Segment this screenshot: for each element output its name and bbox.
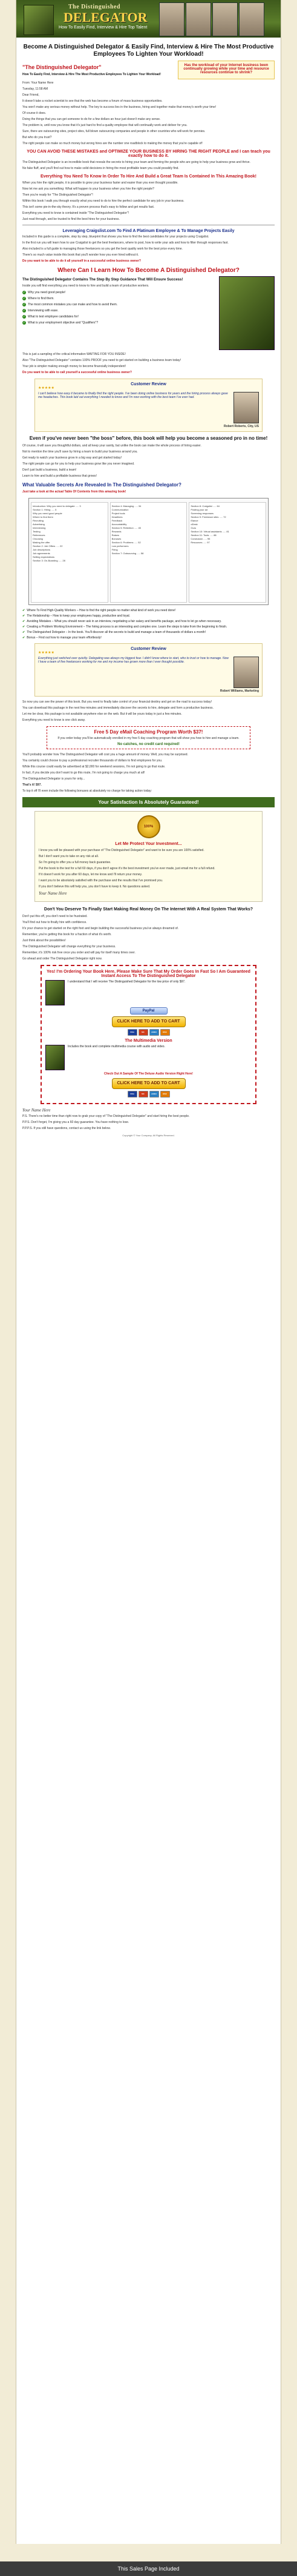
order-title: Yes! I'm Ordering Your Book Here, Please Make Sure That My Order Goes In Fast So I Am Guaranteed Instant Access To The Distinguished Delegator [47,970,250,978]
toc-row: Resources ..... 97 [191,541,210,544]
brand-logo-text: DELEGATOR [64,10,148,25]
feature-item: ✔ Where To Find High-Quality Workers – How to find the right people no matter what kind of work you need done! [22,609,176,612]
guarantee-panel [34,811,263,902]
add-to-cart-button[interactable]: CLICK HERE TO ADD TO CART [112,1016,186,1027]
toc-row: Section 9: Freelance sites ..... 72 [191,515,226,518]
check-icon: ✔ [22,631,25,634]
where-p3: Your job is simpler making enough money to become financially independent! [22,365,126,368]
check-icon: ✔ [22,609,25,612]
where-p1: This is just a sampling of the critical information WAITING FOR YOU INSIDE! [22,353,126,356]
intro-p4: Doing the things that you can get someone to do for a few dollars an hour just doesn't make any sense. [22,118,161,121]
toc-row: Section 1: Hiring ..... 5 [33,508,57,511]
bullet-item: ✓ What is your employment objective and "Qualifiers"? [22,321,99,325]
review-quote: I can't believe how easy it became to finally find the right people. I've been doing online business for years and the hiring process always gave me headaches. This book laid out everything I needed to know and I'm now working with the best team I've ever had. [38,392,228,399]
closing-p2: You certainly could choose to pay a professional recruiter thousands of dollars to find employees for you. [22,759,163,763]
pitch-p4: Everything you need to know is one click away. [22,718,86,722]
intro-p22: Do you want to be able to do it all yourself in a successful online business owner? [22,259,141,263]
intro-p3: Of course it does. [22,111,47,115]
page-content [16,38,281,1144]
toc-row: Guru [191,526,197,529]
toc-row: Where to find them [33,515,53,518]
toc-col-3 [189,502,266,603]
amex-icon: AMEX [149,1091,159,1098]
toc-row: oDesk [191,523,198,526]
toc-row: Testing [33,530,41,533]
toc-row: Feedback [111,519,123,522]
toc-row: Bonuses [111,537,122,540]
bonus-no-catch: No catches, no credit card required! [117,743,180,746]
toc-row: Project tools [111,512,125,515]
toc-row: Interviewing [33,526,46,529]
toc-row: Section 3: On-Boarding ..... 28 [33,559,65,562]
intro-p6: Sure, there are outsourcing sites, project sites, full blown outsourcing companies and people in other countries who will work for pennies. [22,130,206,133]
toc-row: Job descriptions [33,548,50,551]
where-box-title: The Distinguished Delegator Contains The Step By Step Guidance That Will Ensure Success! [22,278,183,282]
everything-headline: Everything You Need To Know In Order To Hire And Build a Great Team Is Contained In This Amazing Book! [40,174,257,179]
intro-p16: Everything you need to know is contained inside "The Distinguished Delegator"! [22,211,129,215]
closing-p5: The Distinguished Delegator is yours for only... [22,777,85,781]
intro-p13: Then you're ready for "The Distinguished Delegator"! [22,193,93,197]
intro-p12: Now let me ask you something: What will happen to your business when you hire the right people? [22,187,154,191]
footer: Copyright © Your Company. All Rights Reserved. [122,1134,175,1137]
toc-row: Elance [191,519,198,522]
boss-p2: Not to mention the time you'll save by hiring a team to build your business around you. [22,450,138,454]
toc-row: Why you need good people [33,512,62,515]
bonus-text: If you order today you'll be automatically enrolled in my free 5 day coaching program that will show you how to hire and manage a team. [57,737,240,740]
toc-row: Rewards [111,530,122,533]
card-icons [45,1029,252,1036]
mastercard-icon: MC [139,1091,148,1098]
check-icon: ✔ [22,636,25,640]
secrets-headline: What Valuable Secrets Are Revealed In The Distinguished Delegator? [22,482,181,488]
toc-row: Section 10: Virtual assistants ..... 81 [191,530,229,533]
boss-headline: Even if you've never been "the boss" before, this book will help you become a seasoned pro in no time! [29,435,268,441]
star-rating-icon: ★★★★★ [38,651,54,655]
bullet-item: ✓ Interviewing with ease. [22,309,59,313]
intro-p8: The right people can make so much money but wrong hires are the number one roadblock to making the money that you're capable of! [22,142,203,145]
final-p3: It's your chance to get started on the right foot and begin building the successful business you've always dreamed of. [22,927,179,930]
toc-row: Introduction: Why you need to delegate ..... 3 [33,505,81,508]
order-row [45,980,252,1005]
feature-item: ✔ The Distinguished Delegator – In the book. You'll discover all the secrets to build and manage a team of thousands of dollars a month! [22,631,206,634]
guarantee-p7: If you don't believe this will help you, you don't have to keep it. No questions asked. [39,885,151,889]
bullet-item: ✓ The most common mistakes you can make and how to avoid them. [22,303,118,306]
caption-bar: This Sales Page Included [0,2561,297,2576]
multimedia-add-to-cart-button[interactable]: CLICK HERE TO ADD TO CART [112,1078,186,1089]
date-line: Tuesday, 11:58 AM [22,87,48,91]
toc-row: Posting your ad [191,508,208,511]
intro-p2: You won't make any serious money without help. The key to success lies in the business, hiring and together make that money's worth your time! [22,105,217,109]
toc-row: Setting expectations [33,555,55,558]
header-photo-2 [186,2,211,36]
guarantee-p2: But I don't want you to take on any risk at all. [39,855,99,858]
customer-review-1 [34,379,263,432]
pitch-p3: Let me be clear, this package is not available anywhere else on the web. But it will be yours today in just a few minutes. [22,712,182,716]
avoid-mistakes-headline: YOU CAN AVOID THESE MISTAKES and OPTIMIZE YOUR BUSINESS BY HIRING THE RIGHT PEOPLE and I can teach you exactly how to do it. [27,150,270,158]
toc-row: Accountability [111,523,127,526]
review-body [38,392,259,423]
final-p6: The Distinguished Delegator will change everything for your business. [22,945,116,949]
final-p2: You'll find out how to finally hire with confidence. [22,921,87,924]
final-p5: Just think about the possibilities! [22,939,66,942]
toc-row: Section 2: Job Offers ..... 22 [33,545,63,548]
toc-col-1 [31,502,108,603]
guarantee-seal-icon: 100% [137,815,160,838]
toc-row: References [33,534,45,537]
sales-page [16,0,281,2544]
multimedia-title: The Multimedia Version [125,1039,172,1043]
brand-subtitle: How To Easily Find, Interview & Hire Top Talent [59,25,148,30]
intro-p20: Also included is a full guide to managing those freelancers so you get the best quality work for the best price every time. [22,247,183,251]
toc-row: Section 11: Tools ..... 88 [191,534,217,537]
amex-icon: AMEX [149,1029,159,1036]
intro-p17: Just read through, and be trusted to find the best hires for your business. [22,217,120,221]
intro-p18: Included in this guide is a complete, step by step, blueprint that shows you how to find the best candidates for your projects using Craigslist. [22,235,209,239]
bullet-item: ✓ Why you need good people! [22,291,66,294]
intro-p1: It doesn't take a rocket scientist to see that the web has become a forum of mass business opportunities. [22,99,163,103]
where-box-sub: Inside you will find everything you need to know to hire and build a team of productive workers. [22,284,149,288]
ps-2: P.P.S. Don't forget, I'm giving you a 60 day guarantee. You have nothing to lose. [22,1121,129,1124]
paypal-badge: PayPal [130,1007,168,1015]
where-section [22,276,275,350]
order-text: I understand that I will receive The Distinguished Delegator for the low price of only $97. [68,980,186,984]
check-icon: ✓ [22,309,26,313]
from-line: From: Your Name Here [22,81,54,85]
bonus-box [47,726,250,749]
check-icon: ✔ [22,614,25,618]
where-p2: Also "The Distinguished Delegator" contains 100% PROOF you need to get started on building a business team today! [22,359,181,362]
toc-row: Section 6: Problems ..... 52 [111,541,141,544]
final-p8: Go ahead and order The Distinguished Delegator right now. [22,957,102,961]
where-p4: Do you want to be able to call yourself a successful online business owner? [22,371,132,374]
star-rating-icon: ★★★★★ [38,386,54,390]
boss-p6: Learn to hire and build a profitable business that grows! [22,474,97,478]
boss-p3: Get ready to watch your business grow in a big way and get started today! [22,456,122,460]
toc-row: Firing [111,548,118,551]
ps-1: P.S. There's no better time than right now to grab your copy of "The Distinguished Delegator" and start hiring the best people. [22,1114,190,1118]
closing-p4: In fact, if you decide you don't want to go this route, I'm not going to charge you much at all! [22,771,145,775]
guarantee-signature: Your Name Here [39,891,67,896]
reviewer-photo [233,657,259,688]
greeting: Dear Friend, [22,93,39,97]
closing-p1: You'll probably wonder how The Distinguished Delegator will cost you a huge amount of money. Well, you may be surprised. [22,753,188,757]
pitch-p1: So now you can see the power of this book. But you need to finally take control of your financial destiny and get on the road to success today! [22,700,212,704]
toc-row: Conclusion ..... 95 [191,537,211,540]
multimedia-product-image [45,1045,65,1070]
reviewer-photo [233,392,259,423]
toc-row: Low performers [111,545,129,548]
product-subtitle: How To Easily Find, Interview & Hire The Most Productive Employees To Lighten Your Workload! [22,73,162,76]
hero-callout [178,61,275,79]
final-p7: Remember, it's 100% risk free once you order and will pay for itself many times over. [22,951,135,955]
toc-row: Section 4: Managing ..... 34 [111,505,142,508]
intro-p14: Within this book I walk you through exactly what you need to do to hire the perfect candidate for any job in your business. [22,199,184,203]
bonus-title: Free 5 Day eMail Coaching Program Worth $37! [94,729,203,735]
callout-title: Has the workload of your Internet business been continually growing while your time and resource resources continue to shrink? [183,64,269,74]
ps-signature: Your Name Here [22,1108,51,1113]
final-p1: Don't put this off, you don't need to be frustrated. [22,915,88,918]
toc-row: Section 8: Craigslist ..... 64 [191,505,220,508]
check-icon: ✓ [22,321,26,325]
final-headline: Don't You Deserve To Finally Start Making Real Money On The Internet With A Real System That Works? [44,907,253,912]
boss-p1: Of course, it will save you thoughtful dollars, and all keep your sanity, but unlike the book can make the whole process of hiring easier. [22,444,201,448]
pitch-p2: You can download this package in the next few minutes and immediately discover the secrets to hire, delegate and form a productive business. [22,706,214,710]
multimedia-check-link[interactable]: Check Out A Sample Of The Deluxe Audio Version Right Here! [104,1072,193,1076]
intro-p7: But who do you trust? [22,136,52,139]
check-icon: ✓ [22,291,26,294]
craigslist-headline: Leveraging Craigslist.com To Find A Platinum Employee & To Manage Projects Easily [62,229,235,233]
reviewer-name: Robert Williams, Marketing [220,689,259,693]
guarantee-p3: So I'm going to offer you a full money back guarantee. [39,861,111,864]
table-of-contents [28,498,269,605]
intro-p19: In the first run you will learn how to use Craigslist to get the best freelancers, where to post, how to write your ads and how to filter through responses fast. [22,241,229,245]
toc-row: Raises [111,534,119,537]
header-photo-3 [212,2,238,36]
guarantee-title: Let Me Protect Your Investment... [115,842,182,846]
intro-p5: The problem is, until now you know that it's just hard to find a quality employee that will continually work and deliver for you. [22,124,188,127]
guarantee-p1: I know you will be pleased with your purchase of "The Distinguished Delegator" and want to be sure you are 100% satisfied. [39,849,204,852]
intro-p11: When you hire the right people, it is possible to grow your business faster and easier than you ever thought possible. [22,181,178,185]
check-icon: ✓ [22,297,26,300]
toc-row: Choosing [33,537,43,540]
ps-3: P.P.P.S. If you still have questions, contact us using the link below. [22,1127,111,1130]
product-box-image [24,5,54,35]
intro-p15: This isn't some pie-in-the-sky theory. It's a proven process that's easy to follow and get results fast. [22,205,155,209]
customer-review-2 [34,643,263,697]
visa-icon: VISA [128,1091,137,1098]
closing-p3: While this course could easily be advertised at $2,000 for weekend sessions, I'm not going to go that route. [22,765,166,769]
order-product-image [45,980,65,1005]
closing-p6: That's it! $97. [22,783,42,787]
discover-icon: DISC [160,1091,170,1098]
product-title: "The Distinguished Delegator" [22,64,102,70]
discover-icon: DISC [160,1029,170,1036]
check-icon: ✓ [22,303,26,306]
header-photo-4 [239,2,264,36]
secrets-sub: Just take a look at the actual Table Of Contents from this amazing book! [22,490,126,494]
hero-left [22,61,174,79]
toc-row: Screening responses [191,512,214,515]
review-title: Customer Review [131,647,166,651]
toc-grid [31,502,266,603]
toc-row: Recruiting [33,519,44,522]
toc-row: Job agreements [33,552,50,555]
where-headline: Where Can I Learn How To Become A Distinguished Delegator? [57,267,240,274]
feature-item: ✔ Bonus – Find out how to manage your team effortlessly! [22,636,102,640]
intro-p21: There's so much value inside this book that you'll wonder how you ever hired without it. [22,253,139,257]
closing-p7: To top it off I'll even include the following bonuses at absolutely no charge for taking action today: [22,789,152,793]
boss-p4: The right people can go for you to help your business grow like you never imagined. [22,462,135,466]
guarantee-p6: I want you to be absolutely satisfied with the purchase and the results that I've promised you. [39,879,163,882]
bullet-item: ✓ Where to find them. [22,297,54,300]
page-header [16,0,281,38]
hero-section [22,61,275,79]
main-headline: Become A Distinguished Delegator & Easily Find, Interview & Hire The Most Productive Employees To Lighten Your Workload! [23,44,274,58]
guarantee-bar: Your Satisfaction Is Absolutely Guaranteed! [22,797,275,807]
toc-col-2 [110,502,188,603]
final-p4: Remember, you're getting this book for a fraction of what it's worth. [22,933,112,936]
brand-top-text: The Distinguished [68,4,121,10]
where-text [22,276,215,350]
intro-p9: The Distinguished Delegator is an incredible book that reveals the secrets to hiring your team and forming the people who are going to help your business grow and thrive. [22,161,250,164]
toc-row: Advertising [33,523,45,526]
multimedia-row [45,1045,252,1070]
toc-row: Making the offer [33,541,50,544]
visa-icon: VISA [128,1029,137,1036]
mastercard-icon: MC [139,1029,148,1036]
feature-item: ✔ Avoiding Mistakes – What you should never ask in an interview, negotiating a fair salary and benefits package, and how to let go when necessary. [22,620,222,623]
toc-row: Communication [111,508,129,511]
toc-row: Section 7: Outsourcing ..... 58 [111,552,144,555]
check-icon: ✔ [22,620,25,623]
toc-row: Section 5: Retention ..... 45 [111,526,141,529]
boss-p5: Don't just build a business, build a team! [22,468,77,472]
review-body [38,657,259,688]
guarantee-p4: Put the book to the test for a full 60 days, if you don't agree it's the best investment you've ever made, just email me for a full refund. [39,867,215,870]
header-photo-1 [159,2,184,36]
order-box [41,965,256,1104]
toc-row: Deadlines [111,515,123,518]
card-icons [45,1091,252,1098]
check-icon: ✓ [22,315,26,319]
reviewer-name: Robert Roberts, City, US [224,425,259,428]
review-title: Customer Review [131,382,166,386]
feature-item: ✔ The Relationship – How to keep your employees happy, productive and loyal. [22,614,131,618]
review-quote: Everything just switched over quickly. Delegating was always my biggest fear. I didn't know where to start, who to trust or how to manage. Now I have a team of five freelancers working for me and my income has grown more than I ever thought possible. [38,657,229,664]
check-icon: ✔ [22,625,25,629]
intro-p10: No fake fluff, and you'll find out how to make solid decisions in hiring the most profitable team you could possibly find. [22,167,179,170]
product-cover-image [219,276,275,350]
bullet-item: ✓ What to test employee candidates for! [22,315,79,319]
guarantee-p5: If it doesn't work for you after 60 days, let me know and I'll return your money. [39,873,143,876]
feature-item: ✔ Creating a Problem Working Environment – The hiring process is an interesting and complex one. Learn the steps to take from the beginning to finish. [22,625,227,629]
multimedia-text: Includes the book and complete multimedia course with audio and video. [68,1045,165,1048]
